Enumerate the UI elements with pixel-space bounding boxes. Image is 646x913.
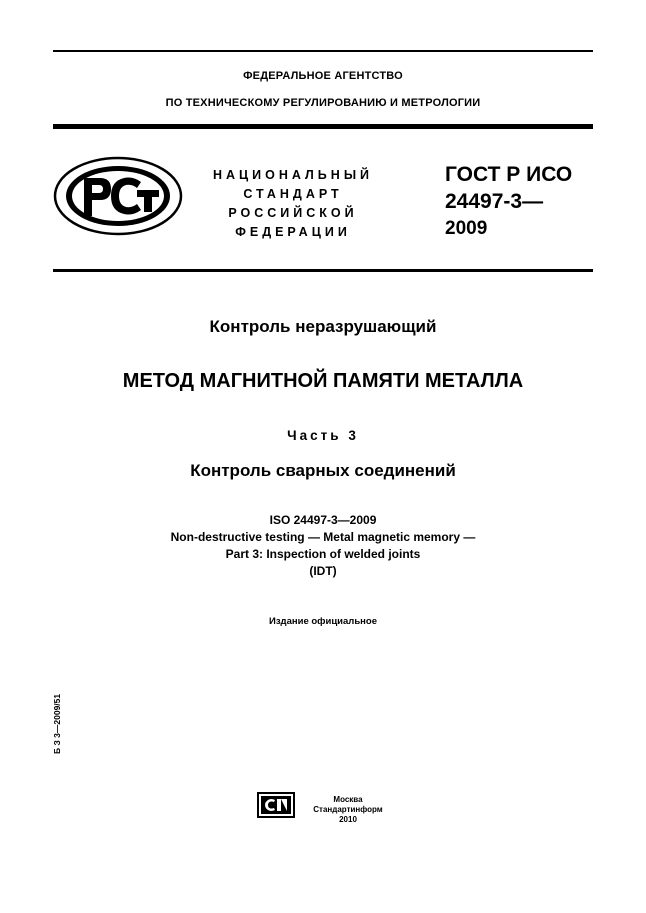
iso-line-1: ISO 24497-3—2009	[269, 513, 377, 527]
edition-label: Издание официальное	[269, 616, 377, 627]
main-title: Контроль неразрушающий	[209, 317, 437, 336]
publisher-block	[298, 795, 398, 825]
standard-type-line-3: РОССИЙСКОЙ	[228, 206, 358, 220]
publisher-logo	[257, 792, 295, 818]
designation-line-1: ГОСТ Р ИСО	[445, 163, 573, 186]
side-code: Б З 3—2009/51	[52, 693, 62, 754]
part-number: Часть 3	[287, 428, 359, 443]
designation-line-2: 24497-3—	[445, 190, 544, 213]
iso-line-4: (IDT)	[309, 564, 337, 578]
top-rule	[53, 50, 593, 52]
mid-rule	[53, 269, 593, 272]
standard-type-line-4: ФЕДЕРАЦИИ	[235, 225, 351, 239]
part-title: Контроль сварных соединений	[190, 461, 456, 480]
header-thick-rule	[53, 124, 593, 129]
iso-line-2: Non-destructive testing — Metal magnetic memory —	[170, 530, 476, 544]
standard-type-line-1: НАЦИОНАЛЬНЫЙ	[212, 168, 374, 182]
gost-r-logo	[53, 156, 183, 236]
agency-line-2: ПО ТЕХНИЧЕСКОМУ РЕГУЛИРОВАНИЮ И МЕТРОЛОГИИ	[165, 97, 481, 109]
publisher-city: Москва	[333, 795, 363, 804]
subject-title: МЕТОД МАГНИТНОЙ ПАМЯТИ МЕТАЛЛА	[122, 370, 524, 392]
iso-line-3: Part 3: Inspection of welded joints	[225, 547, 421, 561]
agency-line-1: ФЕДЕРАЛЬНОЕ АГЕНТСТВО	[243, 70, 403, 82]
publisher-name: Стандартинформ	[313, 805, 383, 814]
publisher-year: 2010	[339, 815, 357, 824]
designation-line-3: 2009	[445, 218, 488, 239]
standard-type-line-2: СТАНДАРТ	[243, 187, 343, 201]
